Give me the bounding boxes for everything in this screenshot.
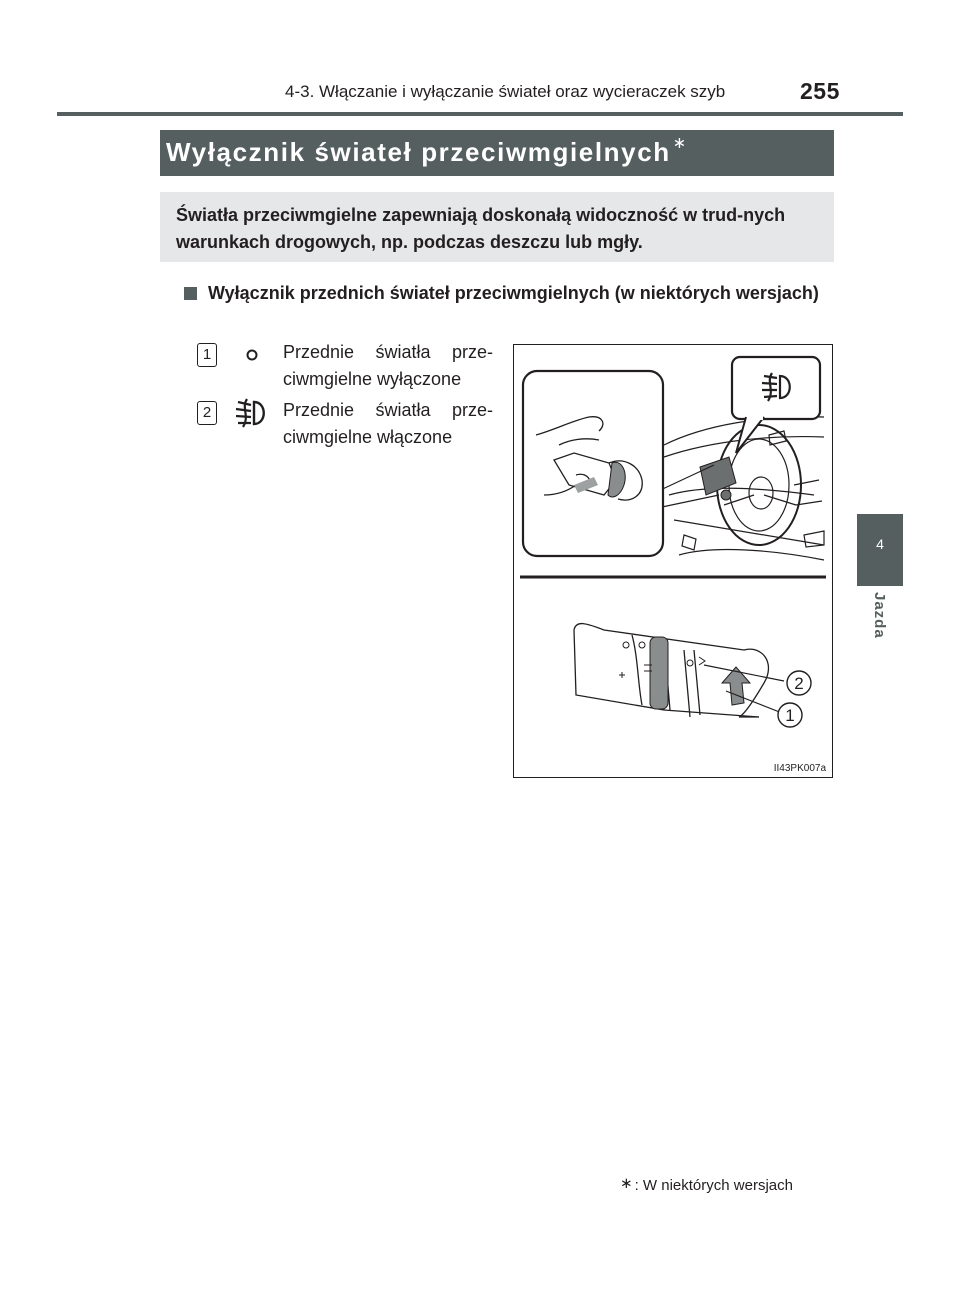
footnote-text: : W niektórych wersjach [634, 1177, 793, 1194]
figure-callout-1-label: 1 [785, 706, 795, 725]
item-number-1: 1 [197, 343, 217, 367]
stalk-knob [721, 490, 731, 500]
item-text-1-content: Przednie światła prze-ciwmgielne wyłączone [283, 342, 493, 389]
footnote-asterisk: ∗ [620, 1175, 633, 1192]
chapter-label [866, 592, 896, 662]
fog-switch-ring [650, 637, 668, 709]
section-title-text: Wyłącznik świateł przeciwmgielnych [166, 137, 671, 167]
section-title [166, 137, 688, 168]
highlighted-stalk [700, 457, 736, 495]
figure-callout-2-label: 2 [794, 674, 804, 693]
subheading-bullet [184, 287, 197, 300]
section-title-asterisk: ∗ [672, 135, 688, 152]
chapter-number: 4 [876, 536, 884, 552]
zoom-inset [523, 371, 663, 556]
page-number: 255 [800, 78, 840, 104]
running-header: 4-3. Włączanie i wyłączanie świateł oraz wycieraczek szyb [285, 82, 726, 101]
subheading: Wyłącznik przednich świateł przeciwmgielnych (w niektórych wersjach) [208, 283, 819, 303]
item-text-2 [283, 397, 493, 451]
footnote [620, 1177, 793, 1195]
indicator-bubble [732, 357, 820, 419]
fog-light-switch-figure [513, 344, 833, 778]
intro-text: Światła przeciwmgielne zapewniają doskonałą widoczność w trud-nych warunkach drogowych, np. podczas deszczu lub mgły. [176, 205, 786, 252]
figure-code: II43PK007a [773, 763, 826, 774]
chapter-label-text: Jazda [871, 592, 888, 639]
off-circle-icon [242, 345, 262, 365]
header-rule [57, 112, 903, 116]
item-number-2: 2 [197, 401, 217, 425]
item-text-1 [283, 339, 493, 393]
front-fog-light-icon [232, 396, 270, 430]
item-text-2-content: Przednie światła prze-ciwmgielne włączone [283, 400, 493, 447]
figure-illustration [514, 345, 832, 777]
